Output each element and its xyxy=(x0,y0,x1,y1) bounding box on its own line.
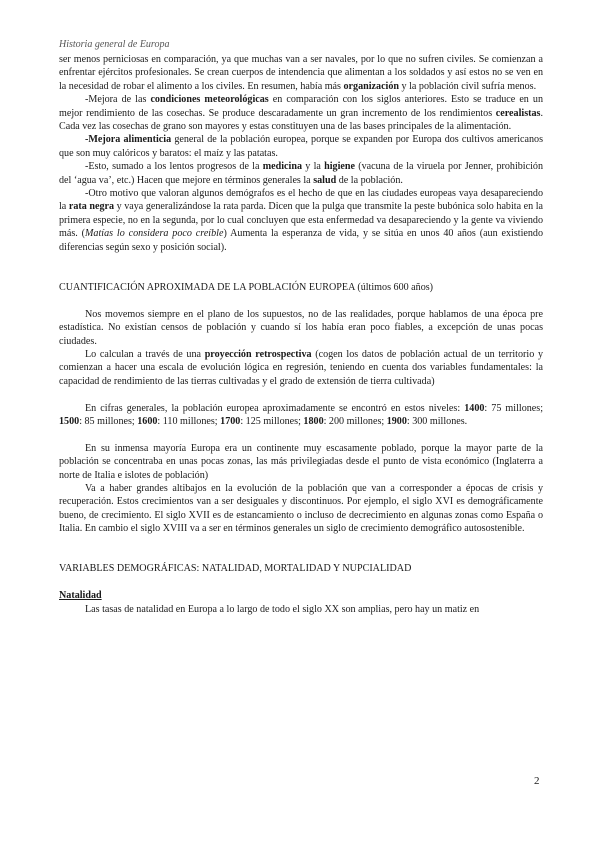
section-heading: CUANTIFICACIÓN APROXIMADA DE LA POBLACIÓN EUROPEA (últimos 600 años) xyxy=(59,281,434,293)
page-number: 2 xyxy=(534,775,540,787)
paragraph: En su inmensa mayoría Europa era un continente muy escasamente poblado, porque la mayor parte de la población se concentraba en unas pocas zonas, las más privilegiadas desde el punto de vista económico (Inglaterra a norte de Italia e islotes de población) xyxy=(59,442,543,481)
paragraph: Lo calculan a través de una proyección retrospectiva (cogen los datos de población actual de un territorio y comienzan a hacer una escala de evolución lógica en regresión, teniendo en cuenta dos variables fundamentales: la capacidad de rendimiento de las tierras cultivadas y el grado de extensión de tierra cultivada) xyxy=(59,348,543,387)
paragraph: -Mejora de las condiciones meteorológicas en comparación con los siglos anteriores. Esto se traduce en un mejor rendimiento de las cosechas. Se produce descaradamente un gran incremento de los rendimientos cerealistas. Cada vez las cosechas de grano son mayores y estas constituyen una de las bases principales de la alimentación. xyxy=(59,94,544,133)
section-heading: VARIABLES DEMOGRÁFICAS: NATALIDAD, MORTALIDAD Y NUPCIALIDAD xyxy=(59,563,412,575)
paragraph: -Mejora alimenticia general de la población europea, porque se expanden por Europa dos cultivos americanos que son muy calóricos y baratos: el maíz y las patatas. xyxy=(59,134,544,159)
paragraph: -Esto, sumado a los lentos progresos de la medicina y la higiene (vacuna de la viruela por Jenner, prohibición del ‘agua va’, etc.) Hacen que mejore en términos generales la salud de la población. xyxy=(59,161,543,186)
paragraph: Las tasas de natalidad en Europa a lo largo de todo el siglo XX son amplias, pero hay un matiz en xyxy=(85,603,480,615)
paragraph: Va a haber grandes altibajos en la evolución de la población que van a corresponder a épocas de crisis y recuperación. Estos crecimientos van a ser desiguales y discontinuos. Por ejemplo, el siglo XVI es demográficamente bueno, de crecimiento. El siglo XVII es de estancamiento o incluso de decrecimiento en algunas zonas como España o Italia. En cambio el siglo XVIII va a ser en términos generales un siglo de crecimiento demográfico autosostenible. xyxy=(59,482,543,535)
paragraph: En cifras generales, la población europea aproximadamente se encontró en estos niveles: 1400: 75 millones; 1500: 85 millones; 1600: 110 millones; 1700: 125 millones; 1800: 200 millones; 1900: 300 millones. xyxy=(59,402,544,427)
paragraph: ser menos perniciosas en comparación, ya que muchas van a ser navales, por lo que no sufren civiles. Se comienzan a enfrentar ejércitos profesionales. Se crean cuerpos de intendencia que alimentan a los soldados y así estos no se ven en la necesidad de robar el alimento a los civiles. En resumen, había más organización y la población civil sufría menos. xyxy=(59,54,543,92)
subsection-heading: Natalidad xyxy=(59,590,102,602)
paragraph: -Otro motivo que valoran algunos demógrafos es el hecho de que en las ciudades europeas vaya desapareciendo la rata negra y vaya generalizándose la rata parda. Dicen que la pulga que transmite la peste bubónica solo habita en la primera especie, no en la segunda, por lo cual concluyen que esta enfermedad va desapareciendo y la gente va viviendo más. (Matías lo considera poco creíble) Aumenta la esperanza de vida, y se sitúa en unos 40 años (aun existiendo diferencias según sexo y posición social). xyxy=(59,188,544,253)
paragraph: Nos movemos siempre en el plano de los supuestos, no de las realidades, porque hablamos de una época pre estadística. No existían censos de población y cuando sí los había eran poco fiables, a excepción de unas pocas ciudades. xyxy=(59,308,543,347)
document-body xyxy=(59,53,543,616)
document-header: Historia general de Europa xyxy=(59,39,170,50)
